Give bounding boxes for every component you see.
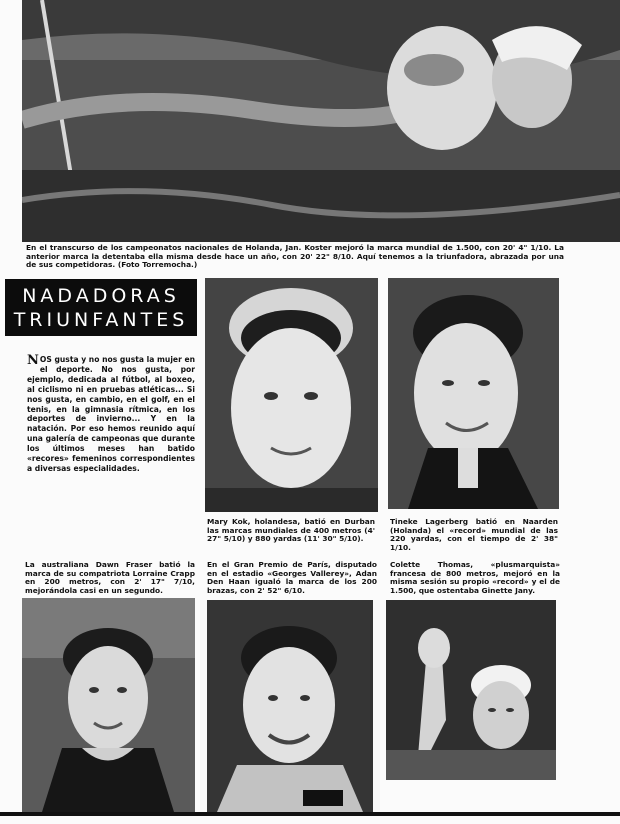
intro-dropcap: N bbox=[27, 353, 39, 368]
photo-dawn-fraser bbox=[22, 598, 195, 812]
photo-mary-kok-illustration bbox=[205, 278, 378, 512]
caption-colette-thomas: Colette Thomas, «plusmarquista» francesa de 800 metros, mejoró en la misma sesión su propio «record» y el de 1.500, que ostentaba Ginette Jany. bbox=[390, 560, 560, 595]
headline-line-1: NADADORAS bbox=[22, 285, 180, 307]
top-photo-caption: En el transcurso de los campeonatos nacionales de Holanda, Jan. Koster mejoró la marca mundial de 1.500, con 20' 4" 1/10. La anterior marca la detentaba ella misma desde hace un año, con 20' 22" 8/10. Aquí tenemos a la triunfadora, abrazada por una de sus competidoras. (Foto Torremocha.) bbox=[26, 243, 564, 270]
top-photo-illustration bbox=[22, 0, 620, 242]
caption-mary-kok: Mary Kok, holandesa, batió en Durban las marcas mundiales de 400 metros (4' 27" 5/10) y 880 yardas (11' 30" 5/10). bbox=[207, 517, 375, 544]
intro-paragraph bbox=[27, 355, 195, 474]
photo-adan-den-haan-illustration bbox=[207, 600, 373, 812]
photo-mary-kok bbox=[205, 278, 378, 512]
photo-colette-thomas bbox=[386, 600, 556, 780]
caption-tineke-lagerberg: Tineke Lagerberg batió en Naarden (Holanda) el «record» mundial de las 220 yardas, con el tiempo de 2' 38" 1/10. bbox=[390, 517, 558, 552]
photo-tineke-lagerberg bbox=[388, 278, 559, 509]
caption-adan-den-haan: En el Gran Premio de París, disputado en el estadio «Georges Vallerey», Adan Den Haan igualó la marca de los 200 brazas, con 2' 52" 6/10. bbox=[207, 560, 377, 595]
headline-line-2: TRIUNFANTES bbox=[13, 309, 189, 331]
photo-colette-thomas-illustration bbox=[386, 600, 556, 780]
top-photo bbox=[22, 0, 620, 242]
caption-dawn-fraser: La australiana Dawn Fraser batió la marca de su compatriota Lorraine Crapp en 200 metros, con 2' 17" 7/10, mejorándola casi en un segundo. bbox=[25, 560, 195, 595]
photo-dawn-fraser-illustration bbox=[22, 598, 195, 812]
bottom-rule bbox=[0, 812, 620, 816]
page-headline bbox=[5, 279, 197, 336]
photo-adan-den-haan bbox=[207, 600, 373, 812]
intro-text: OS gusta y no nos gusta la mujer en el deporte. No nos gusta, por ejemplo, dedicada al fútbol, al boxeo, al ciclismo ni en pruebas atléticas... Si nos gusta, en cambio, en el golf, en el tenis, en la gimnasia rítmica, en los deportes de invierno... Y en la natación. Por eso hemos reunido aquí una galería de campeonas que durante los últimos meses han batido «recores» femeninos correspondientes a diversas especialidades. bbox=[27, 355, 196, 473]
photo-tineke-lagerberg-illustration bbox=[388, 278, 559, 509]
